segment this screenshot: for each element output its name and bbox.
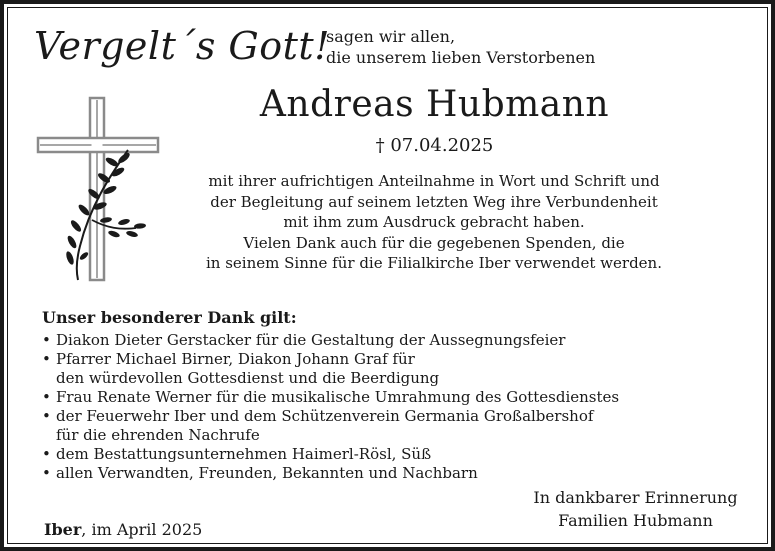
list-item-line: der Feuerwehr Iber und dem Schützenverein Germania Großalbershof: [56, 407, 594, 425]
death-date: † 07.04.2025: [375, 135, 494, 156]
list-item: [42, 331, 619, 350]
list-item-line: für die ehrenden Nachrufe: [56, 426, 260, 444]
date-text: , im April 2025: [81, 520, 203, 539]
list-item-line: Diakon Dieter Gerstacker für die Gestaltung der Aussegnungsfeier: [56, 331, 566, 349]
thanks-heading: Unser besonderer Dank gilt:: [42, 308, 297, 327]
body-line: mit ihm zum Ausdruck gebracht haben.: [283, 213, 585, 231]
list-item-line: Frau Renate Werner für die musikalische Umrahmung des Gottesdienstes: [56, 388, 620, 406]
closing-line: Familien Hubmann: [558, 511, 713, 530]
bullet: •: [42, 445, 51, 463]
list-item-line: dem Bestattungsunternehmen Haimerl-Rösl, Süß: [56, 445, 432, 463]
list-item-line: allen Verwandten, Freunden, Bekannten und Nachbarn: [56, 464, 478, 482]
closing-signature: [504, 486, 767, 532]
body-line: mit ihrer aufrichtigen Anteilnahme in Wort und Schrift und: [208, 172, 660, 190]
bullet: •: [42, 331, 51, 349]
headline: Vergelt´s Gott!: [34, 24, 330, 68]
intro-text: [326, 26, 595, 68]
bullet: •: [42, 350, 51, 368]
acknowledgement-text: [164, 171, 704, 274]
body-line: der Begleitung auf seinem letzten Weg ihre Verbundenheit: [210, 192, 658, 211]
closing-line: In dankbarer Erinnerung: [533, 488, 738, 507]
body-line: in seinem Sinne für die Filialkirche Iber verwendet werden.: [206, 254, 662, 272]
intro-line: die unserem lieben Verstorbenen: [326, 48, 596, 67]
list-item: [42, 464, 619, 483]
thanks-list: [42, 331, 619, 483]
intro-line: sagen wir allen,: [326, 27, 456, 46]
cross-with-laurel-icon: [32, 96, 164, 286]
list-item-line: Pfarrer Michael Birner, Diakon Johann Graf für: [56, 350, 415, 368]
place: Iber: [44, 520, 82, 539]
list-item: [42, 388, 619, 407]
deceased-name: Andreas Hubmann: [259, 84, 610, 125]
bullet: •: [42, 464, 51, 482]
list-item: [42, 407, 619, 445]
bullet: •: [42, 407, 51, 425]
bullet: •: [42, 388, 51, 406]
list-item: [42, 445, 619, 464]
place-and-date: [44, 520, 202, 539]
list-item: [42, 350, 619, 388]
body-line: Vielen Dank auch für die gegebenen Spenden, die: [243, 233, 625, 252]
list-item-line: den würdevollen Gottesdienst und die Beerdigung: [56, 369, 440, 387]
